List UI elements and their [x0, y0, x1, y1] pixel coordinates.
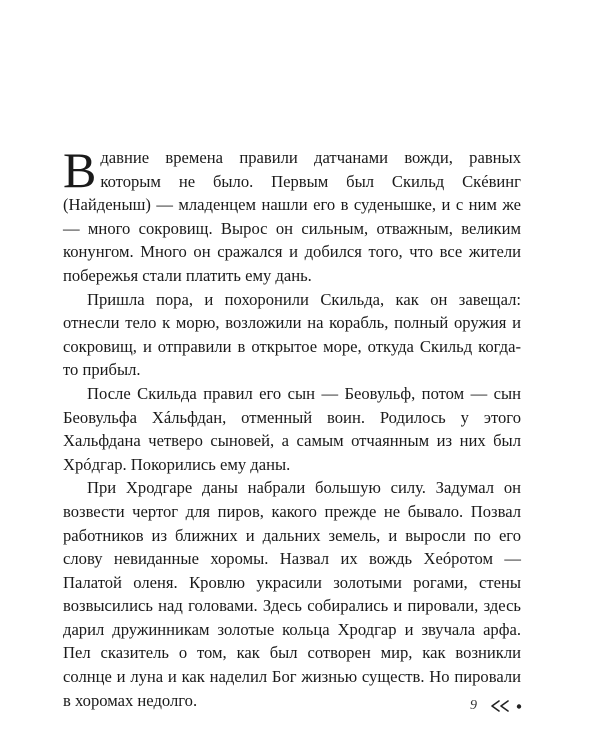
paragraph-1-text: давние времена правили датчанами вожди, равных которым не было. Первым был Скильд Скéвинг (Найденыш) — младенцем нашли его в суденышке, и с ним же — много сокровищ. Вырос он сильным, отважным, великим конунгом. Много он сражался и добился того, что все жители побережья стали платить ему дань. — [63, 148, 521, 285]
paragraph-3: После Скильда правил его сын — Беовульф, потом — сын Беовульфа Хáльфдан, отменный воин. Родилось у этого Хальфдана четверо сыновей, а самым отчаянным из них был Хрóдгар. Покорились ему даны. — [63, 383, 521, 474]
page-number: 9 — [470, 698, 477, 713]
paragraph-1 — [63, 142, 521, 288]
paragraph-4: При Хродгаре даны набрали большую силу. Задумал он возвести чертог для пиров, какого прежде не бывало. Позвал работников из ближних и дальних земель, и выросли по его слову невиданные хоромы. Назвал их вождь Хеóротом — Палатой оленя. Кровлю украсили золотыми рогами, стены возвысились над головами. Здесь собирались и пировали, здесь дарил дружинникам золотые кольца Хродгар и звучала арфа. Пел сказитель о том, как был сотворен мир, как возникли солнце и луна и как наделил Бог жизнью существ. Но пировали в хоромах недолго. — [63, 478, 521, 710]
drop-cap-letter: В — [63, 142, 97, 198]
text-block — [63, 142, 521, 712]
decorative-ornament-icon — [489, 698, 529, 714]
page-footer — [470, 694, 529, 718]
paragraph-2: Пришла пора, и похоронили Скильда, как он завещал: отнесли тело к морю, возложили на корабль, полный оружия и сокровищ, и отправили в открытое море, откуда Скильд когда-то прибыл. — [63, 289, 521, 380]
